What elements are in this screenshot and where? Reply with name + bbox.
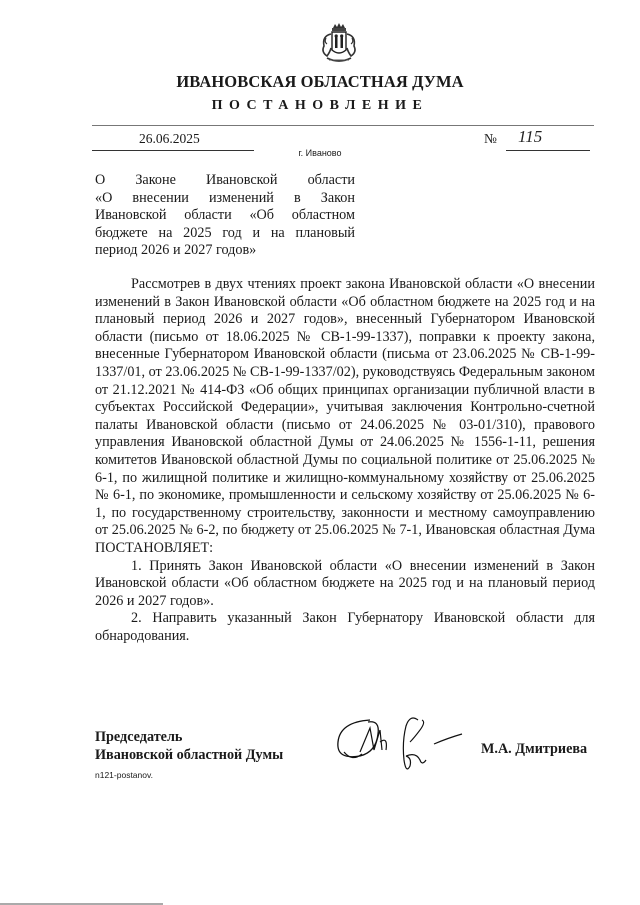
subject-line: бюджете на 2025 год и на плановый [95, 224, 355, 241]
position-line: Председатель [95, 729, 183, 745]
document-body [95, 276, 595, 645]
file-reference: n121-postanov. [95, 770, 153, 780]
subject-line: Ивановской области «Об областном [95, 207, 355, 224]
preamble-paragraph: Рассмотрев в двух чтениях проект закона Ивановской области «О внесении изменений в Закон Ивановской области «Об областном бюджете на 2025 год и на плановый период 2026 и 2027 годов», внесенный Губернатором Ивановской области (письмо от 18.06.2025 № СВ-1-99-1337), поправки к проекту закона, внесенные Губернатором Ивановской области (письма от 23.06.2025 № СВ-1-99-1337/01, от 23.06.2025 № СВ-1-99-1337/02), руководствуясь Федеральным законом от 21.12.2021 № 414-ФЗ «Об общих принципах организации публичной власти в субъектах Российской Федерации», учитывая заключения Контрольно-счетной палаты Ивановской области (письмо от 24.06.2025 № 03-01/310), правового управления Ивановской областной Думы от 24.06.2025 № 1556-1-11, решения комитетов Ивановской областной Думы по социальной политике от 25.06.2025 № 6-1, по жилищной политике и жилищно-коммунальному хозяйству от 25.06.2025 № 6-1, по экономике, промышленности и сельскому хозяйству от 25.06.2025 № 6-1, по государственному строительству, законности и местному самоуправлению от 25.06.2025 № 6-2, по бюджету от 25.06.2025 № 7-1, Ивановская областная Дума ПОСТАНОВЛЯЕТ: [95, 276, 595, 556]
document-number: 115 [518, 127, 543, 146]
handwritten-signature [330, 712, 470, 778]
resolution-item: 1. Принять Закон Ивановской области «О внесении изменений в Закон Ивановской области «Об областном бюджете на 2025 год и на плановый период 2026 и 2027 годов». [95, 557, 595, 609]
signatory-position [95, 729, 283, 764]
city-label: г. Иваново [298, 148, 342, 158]
resolution-item: 2. Направить указанный Закон Губернатору Ивановской области для обнародования. [95, 610, 595, 644]
subject-line: период 2026 и 2027 годов» [95, 242, 257, 259]
subject-line: О Законе Ивановской области [95, 172, 355, 188]
coat-of-arms-icon [318, 22, 360, 66]
document-date: 26.06.2025 [139, 131, 200, 146]
position-line: Ивановской областной Думы [95, 746, 284, 763]
signatory-name: М.А. Дмитриева [481, 741, 588, 757]
subject-line: «О внесении изменений в Закон [95, 189, 355, 206]
document-type-heading: ПОСТАНОВЛЕНИЕ [211, 98, 429, 113]
number-field [506, 127, 590, 151]
number-label: № [484, 131, 497, 146]
header-divider [92, 125, 594, 126]
document-subject [95, 172, 355, 260]
organization-title: ИВАНОВСКАЯ ОБЛАСТНАЯ ДУМА [176, 72, 464, 91]
